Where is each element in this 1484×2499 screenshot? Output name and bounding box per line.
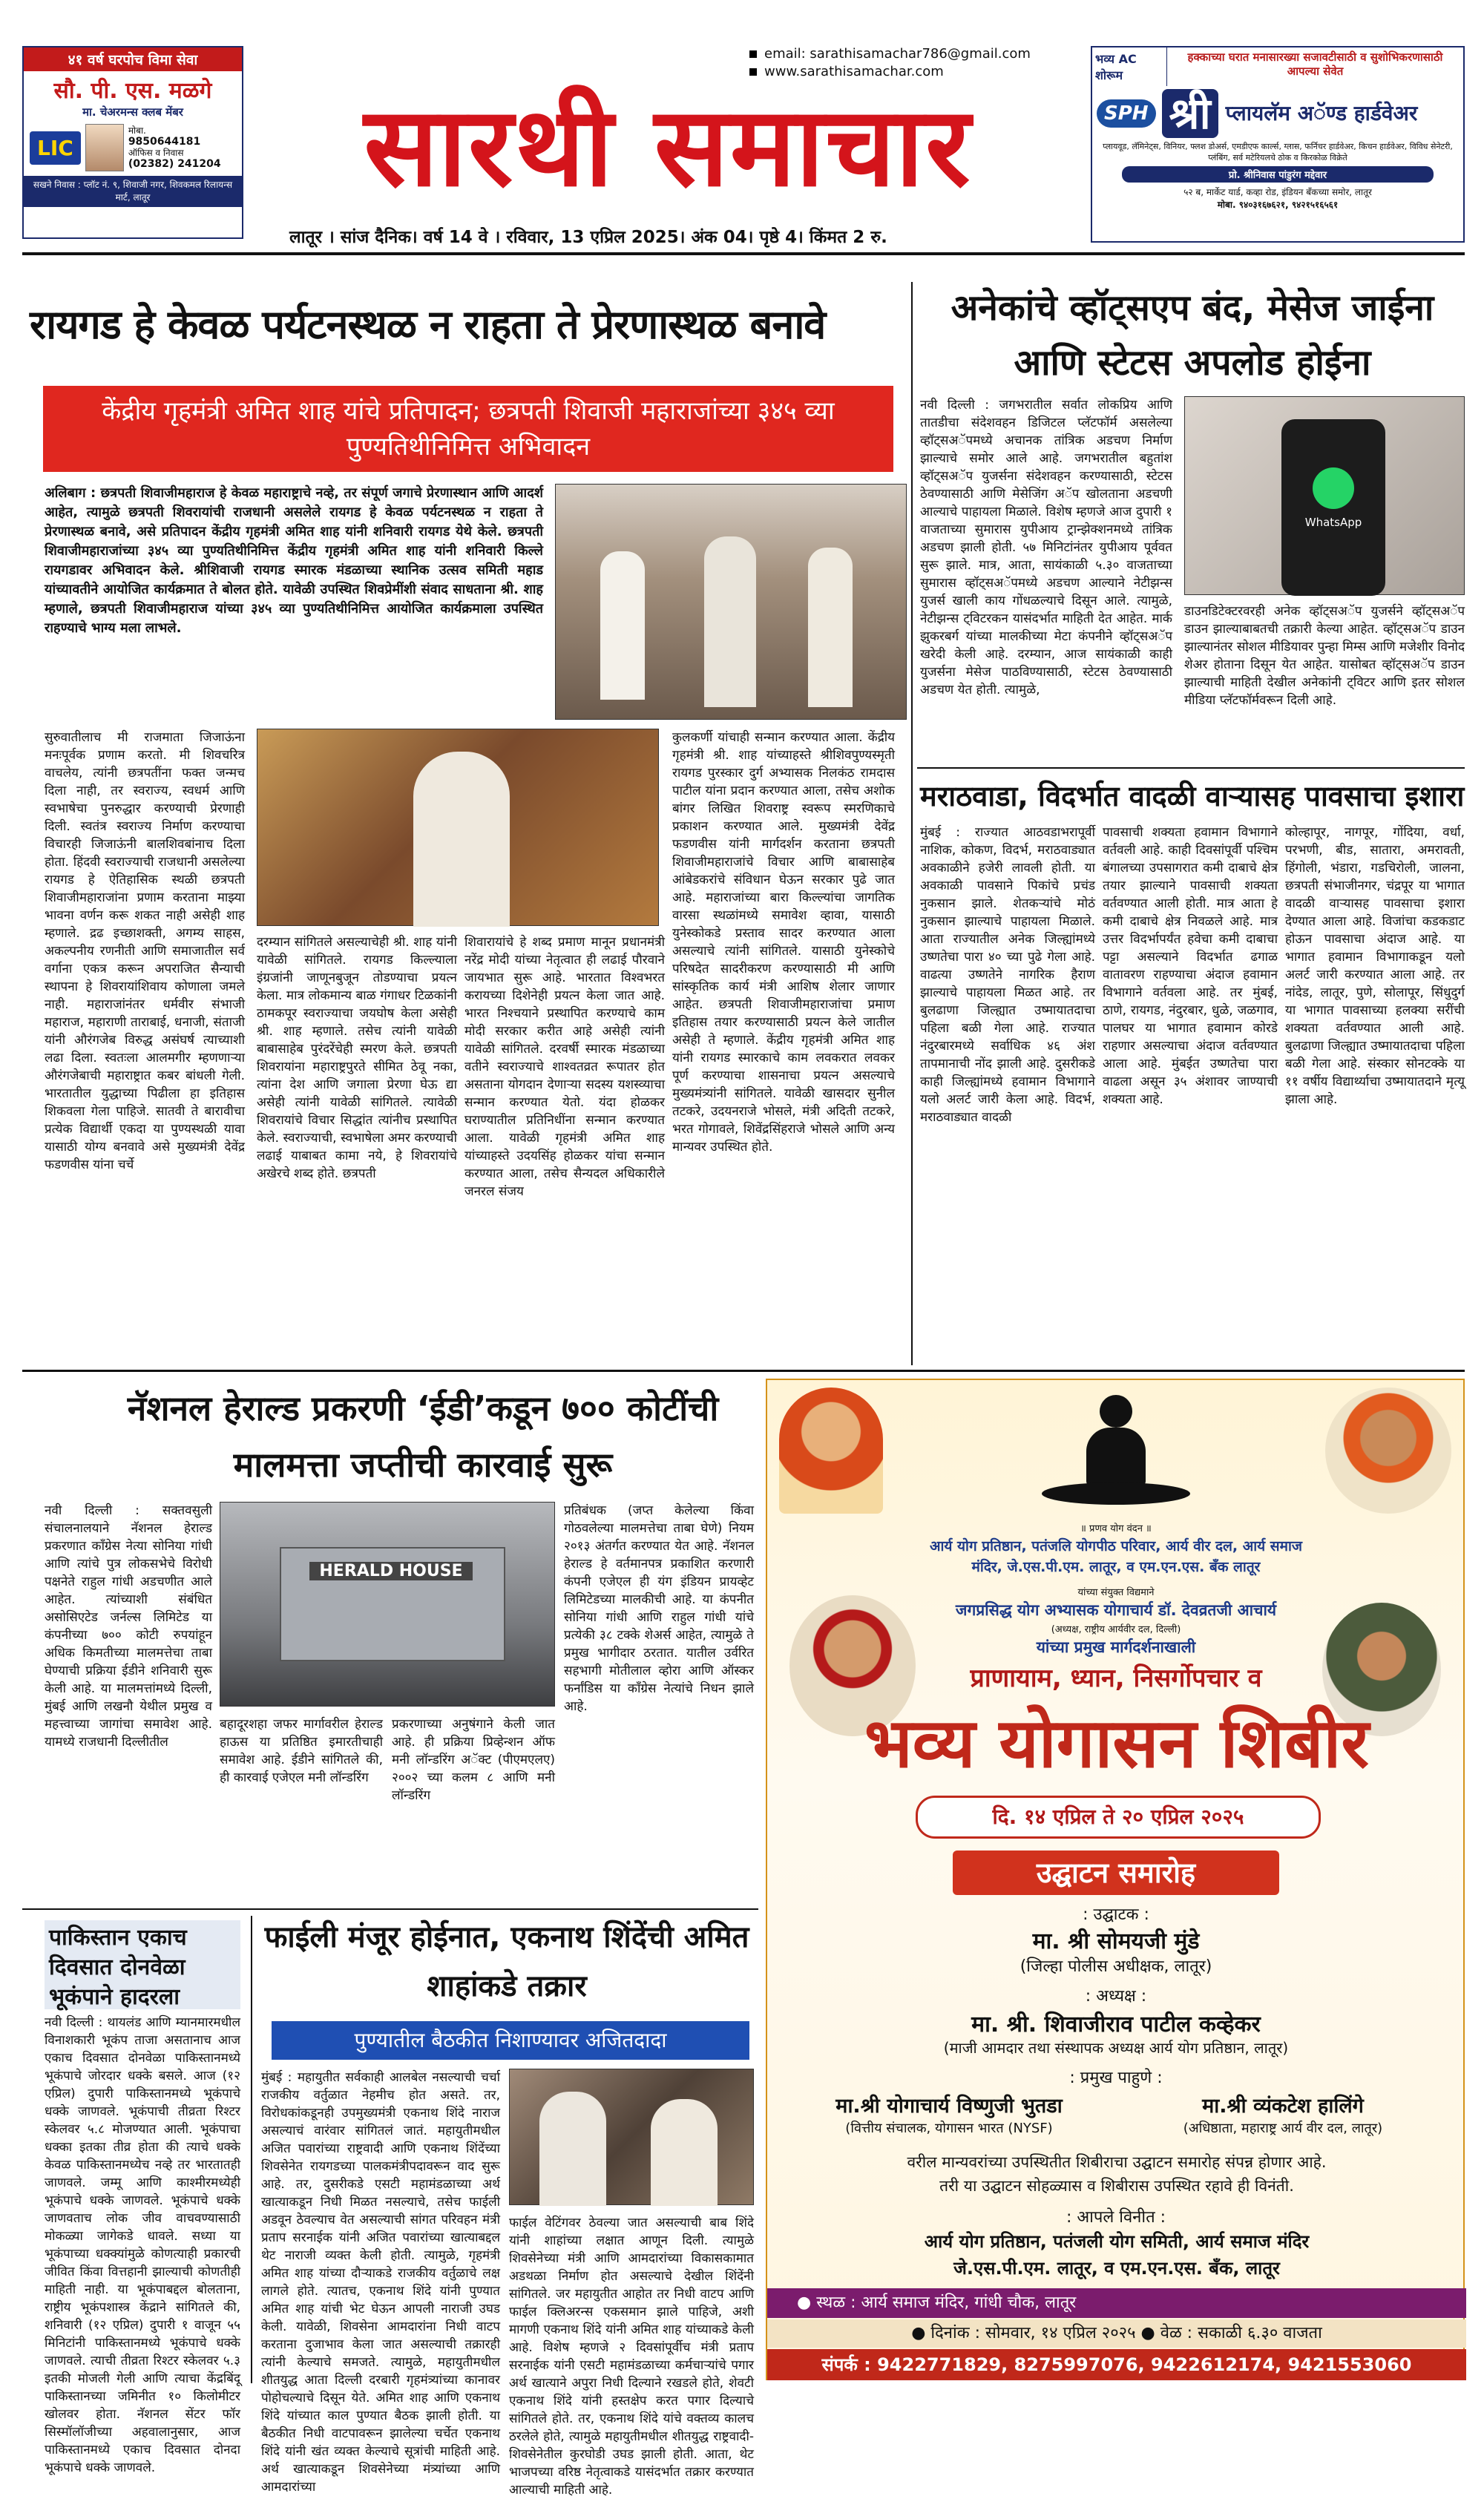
lead-col4: कुलकर्णी यांचाही सन्मान करण्यात आला. केंद्रीय गृहमंत्री श्री. शाह यांच्याहस्ते श्रीशिवपुण्यस्मृती रायगड पुरस्कार दुर्ग अभ्यासक निलकंठ रामदास पाटील यांना प्रदान करण्यात आला, तसेच अशोक बांगर लिखित शिवराष्ट्र स्वरूप स्मरणिकाचे प्रकाशन करण्यात आले. मुख्यमंत्री देवेंद्र फडणवीस यांनी मार्गदर्शन करताना छत्रपती शिवाजीमहाराजांचे विचार आणि बाबासाहेब आंबेडकरांचे संविधान घेऊन सरकार पुढे जात आहे. महाराजांच्या बारा किल्ल्यांचा जागतिक वारसा स्थळांमध्ये समावेश व्हावा, यासाठी युनेस्कोकडे प्रस्ताव सादर करण्यात आला असल्याचे त्यांनी सांगितले. यासाठी युनेस्कोचे परिषदेत सादरीकरण करण्यासाठी मी आणि सांस्कृतिक कार्य मंत्री आशिष शेलार जाणार आहेत. छत्रपती शिवाजीमहाराजांचा प्रमाण इतिहास तयार करण्यासाठी प्रयत्न केले जातील असेही ते म्हणाले. केंद्रीय गृहमंत्री अमित शाह यांनी रायगड स्मारकाचे काम लवकरात लवकर पूर्ण करण्याचा शासनाचा प्रयत्न असल्याचे मुख्यमंत्र्यांनी सांगितले. यावेळी खासदार सुनील तटकरे, उदयनराजे भोसले, मंत्री अदिती तटकरे, भरत गोगावले, शिवेंद्रसिंहराजे भोसले आणि अन्य मान्यवर उपस्थित होते. [672,730,895,1155]
yoga-guest1-role: (वित्तीय संचालक, योगासन भारत (NYSF) [845,2121,1053,2136]
shinde-photo [509,2069,754,2205]
rain-col1: मुंबई : राज्यात आठवडाभरापूर्वी नाशिक, कोकण, विदर्भ, मराठवाड्यात अवकाळीने हजेरी लावली होती. या अवकाळी पावसाने पिकांचे प्रचंड नुकसान झाले. शेतकऱ्यांचे मोठं नुकसान झाल्याचे पाहायला मिळाले. आता राज्यातील अनेक जिल्ह्यांमध्ये उष्णतेचा पारा ४० च्या पुढे गेला आहे. वाढत्या उष्णतेने नागरिक हैराण झाल्याचे पाहायला मिळत आहे. तर बुलढाणा जिल्ह्यात उष्मायातदाचा पहिला बळी गेला आहे. राज्यात नंदुरबारमध्ये सर्वाधिक ४६ अंश तापमानाची नोंद झाली आहे. दुसरीकडे काही जिल्ह्यांमध्ये हवामान विभागाने यलो अलर्ट जारी केला आहे. विदर्भ, मराठवाड्यात वादळी [920,825,1095,1125]
shinde-headline: फाईली मंजूर होईनात, एकनाथ शिंदेंची अमित शाहांकडे तक्रार [264,1920,749,2003]
left-ad-banner: ४१ वर्ष घरपोच विमा सेवा [24,47,242,71]
yoga-venue: ● स्थळ : आर्य समाज मंदिर, गांधी चौक, लातूर [767,2288,1466,2318]
phone-label: मोबा. [128,125,146,136]
vertical-divider-bottom [251,1916,252,2383]
yoga-inaug-role: (जिल्हा पोलीस अधीक्षक, लातूर) [1020,1957,1212,1976]
divider-whatsapp [917,767,1465,769]
yoga-pres-role: (माजी आमदार तथा संस्थापक अध्यक्ष आर्य योग प्रतिष्ठान, लातूर) [943,2039,1289,2057]
right-ad-tag: भव्य AC शोरूम [1092,47,1167,86]
yoga-humble2: जे.एस.पी.एम. लातूर, व एम.एन.एस. बँक, लातूर [953,2258,1280,2279]
divider-herald [22,1908,758,1910]
yoga-humble-label: : आपले विनीत : [1066,2208,1166,2227]
lead-photo-amit-shah [257,729,659,926]
shree-mark: श्री [1162,89,1218,138]
whatsapp-photo [1184,396,1465,595]
herald-col1: नवी दिल्ली : सक्तवसुली संचालनालयाने नॅशनल हेराल्ड प्रकरणात काँग्रेस नेत्या सोनिया गांधी आणि त्यांचे पुत्र लोकसभेचे विरोधी पक्षनेते राहुल गांधी अडचणीत आले आहेत. त्यांच्याशी संबंधित असोसिएटेड जर्नल्स लिमिटेड या कंपनीच्या ७०० कोटी रुपयांहून अधिक किमतीच्या मालमत्तेचा ताबा घेण्याची प्रक्रिया ईडीने शनिवारी सुरू केली आहे. या मालमत्तांमध्ये दिल्ली, मुंबई आणि लखनौ येथील प्रमुख व महत्त्वाच्या जागांचा समावेश आहे. यामध्ये राजधानी दिल्लीतील [45,1503,212,1750]
right-ad-name: प्लायलॅम अॅण्ड हार्डवेअर [1225,101,1418,125]
agent-photo [85,124,124,171]
yoga-invite2: तरी या उद्घाटन सोहळ्यास व शिबीरास उपस्थित रहावे ही विनंती. [939,2177,1294,2195]
yoga-guide-role: (अध्यक्ष, राष्ट्रीय आर्यवीर दल, दिल्ली) [1051,1624,1181,1635]
herald-headline: नॅशनल हेराल्ड प्रकरणी ‘ईडी’कडून ७०० कोटींची मालमत्ता जप्तीची कारवाई सुरू [127,1388,719,1485]
right-ad-products: प्लायवूड, लॅमिनेट्स, विनियर, फ्लश डोअर्स, एमडीएफ कार्ल्स, ग्लास, फर्निचर हार्डवेअर, किचन हार्डवेअर, विविध सेनेटरी, प्लंबिंग, सर्व मटेरियलचे ठोक व किरकोळ विक्रेते [1103,142,1453,162]
right-ad-proprietor: प्रो. श्रीनिवास पांडुरंग मद्देवार [1122,166,1434,183]
lead-intro: अलिबाग : छत्रपती शिवाजीमहाराज हे केवळ महाराष्ट्राचे नव्हे, तर संपूर्ण जगाचे प्रेरणास्थान आणि आदर्श आहेत, त्यामुळे छत्रपती शिवरायांची राजधानी असलेले रायगड हे केवळ पर्यटनस्थळ न राहता ते प्रेरणास्थळ बनावे, असे प्रतिपादन केंद्रीय गृहमंत्री अमित शाह यांनी शनिवारी रायगड येथे केले. छत्रपती शिवाजीमहाराजांच्या ३४५ व्या पुण्यतिथीनिमित्त केंद्रीय गृहमंत्री अमित शाह यांनी शनिवारी किल्ले रायगडावर अभिवादन केले. श्रीशिवाजी रायगड स्मारक मंडळाच्या स्थानिक उत्सव समिती महाड यांच्यावतीने आयोजित कार्यक्रमात ते बोलत होते. यावेळी उपस्थित शिवप्रेमींशी संवाद साधताना श्री. शाह म्हणाले, छत्रपती शिवाजीमहाराज यांच्या ३४५ व्या पुण्यतिथीनिमित्त आयोजित कार्यक्रमाला उपस्थित राहण्याचे भाग्य मला लाभले. [45,485,543,636]
rain-col2: पावसाची शक्यता हवामान विभागाने वर्तवली आहे. काही दिवसांपूर्वी पश्चिम बंगालच्या उपसागरात कमी दाबाचे क्षेत्र तयार झाल्याने पावसाची शक्यता वर्तवण्यात आली होती. मात्र आता हे कमी दाबाचे क्षेत्र निवळले आहे. मात्र उत्तर विदर्भापर्यंत हवेचा कमी दाबाचा पट्टा असल्याने विदर्भात ढगाळ वातावरण राहण्याचा अंदाज हवामान विभागाने वर्तवला आहे. तर मुंबई, ठाणे, रायगड, नंदुरबार, धुळे, जळगाव, पालघर या भागात हवामान कोरडे राहणार असल्याचा अंदाज वर्तवण्यात आला आहे. मुंबईत उष्णतेचा पारा वाढला असून ३५ अंशावर जाण्याची शक्यता आहे. [1103,825,1278,1107]
office-label: ऑफिस व निवास [128,148,184,158]
right-ad-address: ५२ ब, मार्केट यार्ड, कव्हा रोड, इंडियन बँकच्या समोर, लातूर [1183,187,1372,197]
email-text: email: sarathisamachar786@gmail.com [764,46,1031,62]
masthead-title: सारथी समाचार [364,83,972,211]
lead-headline: रायगड हे केवळ पर्यटनस्थळ न राहता ते प्रेरणास्थळ बनावे [30,301,826,348]
section-divider [22,1370,1465,1372]
photo-vivekananda [779,1388,883,1514]
yoga-pres-label: : अध्यक्ष : [1085,1987,1147,2006]
masthead-email [749,46,1076,62]
right-ad [1091,46,1465,243]
rain-col3: कोल्हापूर, नागपूर, गोंदिया, वर्धा, परभणी, बीड, सातारा, अमरावती, हिंगोली, भंडारा, गडचिरोली, जालना, छत्रपती संभाजीनगर, चंद्रपूर या भागात वादळी वाऱ्यासह पावसाचा इशारा देण्यात आला आहे. विजांचा कडकडाट होऊन पावसाचा अंदाज आहे. या भागात हवामान विभागाकडून यलो अलर्ट जारी करण्यात आला आहे. तर नांदेड, लातूर, पुणे, सोलापूर, सिंधुदुर्ग या भागात पावसाच्या हलक्या सरींची शक्यता वर्तवण्यात आली आहे. बुलढाणा जिल्ह्यात उष्मायातदाचा पहिला बळी गेला आहे. संस्कार सोनटक्के या ११ वर्षीय विद्यार्थ्याचा उष्मायातदाने मृत्यू झाला आहे. [1285,825,1465,1107]
yoga-guide-name: जगप्रसिद्ध योग अभ्यासक योगाचार्य डॉ. देवव्रतजी आचार्य [955,1601,1277,1619]
right-ad-phone: मोबा. ९४०३१६७६२१, ९४२१५१६५६१ [1217,200,1339,210]
lead-subhead: केंद्रीय गृहमंत्री अमित शाह यांचे प्रतिपादन; छत्रपती शिवाजी महाराजांच्या ३४५ व्या पुण्यतिथीनिमित्त अभिवादन [43,386,893,472]
vertical-divider-top [911,282,913,1365]
website-text: www.sarathisamachar.com [764,64,944,79]
lead-col3: शिवारायांचे हे शब्द प्रमाण मानून प्रधानमंत्री नरेंद्र मोदी यांच्या नेतृत्वात ही लढाई पौरवाने जायभात सुरू आहे. भारतात विश्वभरत करायच्या दिशेनेही प्रयत्न केला जात आहे. भारत निश्चयाने प्रस्थापित करण्याचे काम मोदी सरकार करीत आहे असेही त्यांनी यावेळी सांगितले. दरवर्षी स्मारक मंडळाच्या वतीने स्वराज्याचे शाश्वतव्रत रूपातर होत असताना योगदान देणाऱ्या सदस्य यशस्व्याचा सन्मान करण्यात येतो. यंदा होळकर घराण्यातील प्रतिनिधींना सन्मान करण्यात आला. यावेळी गृहमंत्री अमित शाह यांच्याहस्ते उदयसिंह होळकर यांचा सन्मान करण्यात आला, तसेच सैन्यदल अधिकारीले जनरल संजय [464,935,665,1199]
whatsapp-photo-label: WhatsApp [1304,516,1362,529]
lic-logo: LIC [30,131,81,165]
yoga-contact: संपर्क : 9422771829, 8275997076, 9422612174, 9421553060 [767,2349,1466,2380]
whatsapp-body-a: नवी दिल्ली : जगभरातील सर्वात लोकप्रिय आणि तातडीचा संदेशवहन डिजिटल प्लॅटफॉर्म असलेल्या व्हॉट्सअॅपमध्ये अचानक तांत्रिक अडचण निर्माण झाल्याचे समोर आले आहे. जगभरातील बहुतांश व्हॉट्सअॅप युजर्सना संदेशवहन करण्यासाठी, स्टेटस ठेवण्यासाठी आणि मेसेजिंग अॅप खोलताना अडचणी आल्याचे पाहायला मिळाले. विशेष म्हणजे आज दुपारी १ वाजताच्या सुमारास युपीआय ट्रान्झेक्शनमध्ये तांत्रिक अडचण झाली होती. ५७ मिनिटांनंतर युपीआय पूर्ववत सुरू झाले. मात्र, आता, सायंकाळी ५.३० वाजताच्या सुमारास व्हॉट्सअॅपमध्ये अडचण आल्याने नेटीझन्स युजर्स खाली काय गोंधळल्याचे दिसून आले. त्यामुळे, नेटीझन्स ट्विटरकन यासंदर्भात माहिती देत आहेत. मार्क झुकरबर्ग यांच्या मालकीच्या मेटा कंपनीने व्हॉट्सअॅप खरेदी केली आहे. दरम्यान, आज सायंकाळी काही युजर्सना मेसेज पाठविण्यासाठी, स्टेटस ठेवण्यासाठी अडचण येत होती. त्यामुळे, [920,398,1172,697]
sph-logo: SPH [1097,99,1156,128]
herald-col4: प्रतिबंधक (जप्त केलेल्या किंवा गोठवलेल्या मालमत्तेचा ताबा घेणे) नियम २०१३ अंतर्गत करण्यात येत आहे. नॅशनल हेराल्ड हे वर्तमानपत्र प्रकाशित करणारी कंपनी एजेएल ही यंग इंडियन प्रायव्हेट लिमिटेडच्या मालकीची आहे. या कंपनीत सोनिया गांधी आणि राहुल गांधी यांचे प्रत्येकी ३८ टक्के शेअर्स आहेत, त्यामुळे ते प्रमुख भागीदार ठरतात. यातील उर्वरित सहभागी मोतीलाल व्होरा आणि ऑस्कर फर्नांडिस या काँग्रेस नेत्यांचे निधन झाले आहे. [564,1503,754,1714]
quake-headline: पाकिस्तान एकाच दिवसात दोनवेळा भूकंपाने हादरला [49,1925,187,2010]
herald-col3: प्रकरणाच्या अनुषंगाने केली जात आहे. ही प्रक्रिया प्रिव्हेन्शन ऑफ मनी लॉन्डरिंग अॅक्ट (पीएमएलए) २००२ च्या कलम ८ आणि मनी लॉन्डरिंग [392,1717,555,1803]
lead-col2: दरम्यान सांगितले असल्याचेही श्री. शाह यांनी यावेळी सांगितले. रायगड किल्ल्याला इंग्रजांनी जाणूनबुजून तोडण्याचा प्रयत्न केला. मात्र लोकमान्य बाळ गंगाधर टिळकांनी ठामकपूर स्वराज्याचा जयघोष केला असेही श्री. शाह म्हणाले. तसेच त्यांनी यावेळी बाबासाहेब पुरंदरेंचेही स्मरण केले. छत्रपती शिवरायांना महाराष्ट्रपुरते सीमित ठेवू नका, त्यांना देश आणि जगाला प्रेरणा घेऊ द्या असेही त्यांनी यावेळी सांगितले. त्यावेळी शिवरायांचे विचार सिद्धांत त्यांनीच प्रस्थापित केले. स्वराज्याची, स्वभाषेला अमर करण्याची लढाई याबाबत कामा नये, हे शिवरायांचे अखेरचे शब्द होते. छत्रपती [257,935,457,1181]
shinde-col2: फाईल वेटिंगवर ठेवल्या जात असल्याची बाब शिंदे यांनी शाहांच्या लक्षात आणून दिली. त्यामुळे शिवसेनेच्या मंत्री आणि आमदारांच्या विकासकामात अडथळा निर्माण होत असल्याचे देखील शिंदेंनी सांगितले. जर महायुतीत आहोत तर निधी वाटप आणि फाईल क्लिअरन्स एकसमान झाले पाहिजे, अशी मागणी एकनाथ शिंदे यांनी अमित शाह यांच्याकडे केली आहे. विशेष म्हणजे २ दिवसांपूर्वीच मंत्री प्रताप सरनाईक यांनी एसटी महामंडळाच्या कर्मचाऱ्यांचे पगार अर्थ खात्याने अपुरा निधी दिल्याने रखडले होते, शेवटी एकनाथ शिंदे यांनी हस्तक्षेप करत पगार दिल्याचे सांगितले होते. तर, एकनाथ शिंदे यांचे वक्तव्य कालच ठरलेले होते, त्यामुळे महायुतीमधील शीतयुद्ध राष्ट्रवादी-शिवसेनेतील कुरघोडी उघड झाली होती. आता, थेट भाजपच्या वरिष्ठ नेतृत्वाकडे यासंदर्भात तक्रार करण्यात आल्याची माहिती आहे. [509,2216,754,2498]
lead-photo-top [555,484,907,720]
shinde-subhead: पुण्यातील बैठकीत निशाण्यावर अजितदादा [272,2021,749,2060]
lead-col1: सुरुवातीलाच मी राजमाता जिजाऊंना मनःपूर्वक प्रणाम करतो. मी शिवचरित्र वाचलेय, त्यांनी छत्रपतींना फक्त जन्मच दिला नाही, तर स्वराज्य, स्वधर्म आणि स्वभाषेचा पुनरुद्धार करण्याची प्रेरणाही दिली. स्वतंत्र स्वराज्य निर्माण करण्याचा विचारही जिजाऊंनी बालशिवबांनाच दिला होता. हिंदवी स्वराज्याची राजधानी असलेल्या रायगड हे ऐतिहासिक स्थळी छत्रपती शिवाजीमहाराजांना प्रणाम करताना माझ्या भावना वर्णन करू शकत नाही असेही शाह म्हणाले. द्रढ इच्छाशक्ती, अगम्य साहस, अकल्पनीय रणनीती आणि समाजातील सर्व वर्गाना एकत्र करून अपराजित सैन्याची स्थापना हे शिवरायांशिवाय कोणाला जमले नाही. महाराजांनंतर धर्मवीर संभाजी महाराज, महाराणी ताराबाई, धनाजी, संताजी यांनी औरंगजेब विरुद्ध असंघर्ष त्याच्याशी लढा दिला. स्वतःला आलमगीर म्हणणाऱ्या औरंगजेबाची महाराष्ट्रात कबर बांधली गेली. भारतातील युद्धाच्या पिढीला हा इतिहास शिकवला गेला पाहिजे. सातवी ते बारावीचा प्रत्येक विद्यार्थी एकदा या पुण्यस्थळी यावा यासाठी योग्य बनवावे असे मुख्यमंत्री देवेंद्र फडणवीस यांना चर्चे [45,730,245,1172]
right-ad-tagline: हक्काच्या घरात मनासारख्या सजावटीसाठी व सुशोभिकरणासाठी आपल्या सेवेत [1187,50,1443,78]
yoga-dates: दि. १४ एप्रिल ते २० एप्रिल २०२५ [916,1796,1321,1839]
herald-sign: HERALD HOUSE [309,1562,473,1580]
yoga-guide-suffix: यांच्या प्रमुख मार्गदर्शनाखाली [1036,1638,1196,1656]
agent-phone: 9850644181 [128,136,201,148]
whatsapp-body-b: डाउनडिटेक्टरवरही अनेक व्हॉट्सअॅप युजर्सने व्हॉट्सअॅप डाउन झाल्याबाबतची तक्रारी केल्या आहेत. व्हॉट्सअॅप डाउन झाल्यानंतर सोशल मीडियावर पुन्हा मिम्स आणि मजेशीर विनोद शेअर होताना दिसून येत आहेत. यासोबत व्हॉट्सअॅप डाउन झाल्याची माहिती देखील अनेकांनी ट्विटर आणि इतर सोशल मीडिया प्लॅटफॉर्मवरून दिली आहे. [1184,604,1465,708]
left-ad [22,46,243,239]
yoga-guests-label: : प्रमुख पाहुणे : [1069,2069,1163,2087]
office-phone: (02382) 241204 [128,158,221,170]
herald-col2: बहादूरशहा जफर मार्गावरील हेराल्ड हाऊस या प्रतिष्ठित इमारतीचाही समावेश आहे. ईडीने सांगितले की, ही कारवाई एजेएल मनी लॉन्डरिंग [220,1717,383,1785]
yoga-topics: प्राणायाम, ध्यान, निसर्गोपचार व [970,1664,1262,1693]
whatsapp-headline: अनेकांचे व्हॉट्सएप बंद, मेसेज जाईना आणि स्टेटस अपलोड होईना [951,287,1434,384]
left-ad-subtitle: मा. चेअरमन्स क्लब मेंबर [82,105,183,119]
yoga-guest2-role: (अधिष्ठाता, महाराष्ट्र आर्य वीर दल, लातूर) [1183,2121,1383,2136]
yoga-ad [766,1379,1465,2380]
yoga-silhouette-icon [1020,1395,1212,1521]
yoga-invite1: वरील मान्यवरांच्या उपस्थितीत शिबीराचा उद्घाटन समारोह संपन्न होणार आहे. [907,2153,1327,2171]
yoga-title: भव्य योगासन शिबीर [864,1704,1369,1783]
masthead-divider [22,252,1465,255]
issue-line: लातूर । सांज दैनिक। वर्ष 14 वे । रविवार, 13 एप्रिल 2025। अंक 04। पृष्ठे 4। किंमत 2 रु. [289,228,887,247]
masthead-website [749,64,1076,79]
yoga-organizers: आर्य योग प्रतिष्ठान, पतंजलि योगपीठ परिवार, आर्य वीर दल, आर्य समाज मंदिर, जे.एस.पी.एम. लातूर, व एम.एन.एस. बँक लातूर [929,1538,1303,1575]
yoga-humble1: आर्य योग प्रतिष्ठान, पतंजली योग समिती, आर्य समाज मंदिर [924,2231,1310,2252]
rain-headline: मराठवाडा, विदर्भात वादळी वाऱ्यासह पावसाचा इशारा [920,780,1465,812]
yoga-pres-name: मा. श्री. शिवाजीराव पाटील कव्हेकर [971,2012,1261,2037]
shinde-col1: मुंबई : महायुतीत सर्वकाही आलबेल नसल्याची चर्चा राजकीय वर्तुळात नेहमीच होत असते. तर, विरोधकांकडूनही उपमुख्यमंत्री एकनाथ शिंदे नाराज असल्याचं वारंवार सांगितलं जातं. महायुतीमधील अजित पवारांच्या राष्ट्रवादी आणि एकनाथ शिंदेंच्या शिवसेनेत रायगडच्या पालकमंत्रीपदावरून वाद सुरू आहे. तर, दुसरीकडे एसटी महामंडळाच्या अर्थ खात्याकडून निधी मिळत नसल्याचे, तसेच फाईली अडवून ठेवल्याच वेत असल्याची सांगत परिवहन मंत्री प्रताप सरनाईक यांनी अजित पवारांच्या खात्याबद्दल थेट नाराजी व्यक्त केली होती. त्यामुळे, गृहमंत्री अमित शाह यांच्या दौऱ्याकडे राजकीय वर्तुळाचे लक्ष लागले होते. त्यातच, एकनाथ शिंदे यांनी पुण्यात अमित शाह यांची भेट घेऊन आपली नाराजी उघड केली. यावेळी, शिवसेना आमदारांना निधी वाटप करताना दुजाभाव केला जात असल्याची तक्रारही त्यांनी केल्याचे समजते. त्यामुळे, महायुतीमधील शीतयुद्ध आता दिल्ली दरबारी गृहमंत्र्यांच्या कानावर पोहोचल्याचे दिसून येते. अमित शाह आणि एकनाथ शिंदे यांच्यात काल पुण्यात बैठक झाली होती. या बैठकीत निधी वाटपावरून झालेल्या चर्चेत एकनाथ शिंदे यांनी खंत व्यक्त केल्याचे सूत्रांची माहिती आहे. अर्थ खात्याकडून शिवसेनेच्या मंत्र्यांच्या आणि आमदारांच्या [261,2070,500,2495]
quake-body: नवी दिल्ली : थायलंड आणि म्यानमारमधील विनाशकारी भूकंप ताजा असतानाच आज एकाच दिवसात दोनवेळा पाकिस्तानमध्ये भूकंपाचे जोरदार धक्के बसले. आज (१२ एप्रिल) दुपारी पाकिस्तानमध्ये भूकंपाचे धक्के जाणवले. भूकंपाची तीव्रता रिश्टर स्केलवर ५.८ मोजण्यात आली. भूकंपाचा धक्का इतका तीव्र होता की त्याचे धक्के केवळ पाकिस्तानमध्येच नव्हे तर भारतातही जाणवले. जम्मू आणि काश्मीरमध्येही भूकंपाचे धक्के जाणवले. भूकंपाचे धक्के जाणवताच लोक जीव वाचवण्यासाठी मोकळ्या जागेकडे धावले. सध्या या भूकंपाच्या धक्क्यांमुळे कोणत्याही प्रकारची जीवित किंवा वित्तहानी झाल्याची कोणतीही माहिती नाही. या भूकंपाबद्दल बोलताना, राष्ट्रीय भूकंपशास्त्र केंद्राने सांगितले की, शनिवारी (१२ एप्रिल) दुपारी १ वाजून ५५ मिनिटांनी पाकिस्तानमध्ये भूकंपाचे धक्के जाणवले. त्याची तीव्रता रिश्टर स्केलवर ५.३ इतकी मोजली गेली आणि त्याचा केंद्रबिंदू पाकिस्तानच्या जमिनीत १० किलोमीटर खोलवर होता. नॅशनल सेंटर फॉर सिस्मॉलॉजीच्या अहवालानुसार, आज पाकिस्तानमध्ये एकाच दिवसात दोनदा भूकंपाचे धक्के जाणवले. [45,2015,240,2475]
yoga-guest1-name: मा.श्री योगाचार्य विष्णुजी भुतडा [835,2095,1063,2118]
herald-photo [220,1502,555,1707]
yoga-guest2-name: मा.श्री व्यंकटेश हालिंगे [1202,2095,1364,2118]
yoga-inaug-title: उद्घाटन समारोह [953,1851,1279,1895]
yoga-small-top: ॥ प्रणव योग वंदन ॥ [1080,1523,1152,1534]
yoga-inaug-label: : उद्घाटक : [1083,1905,1149,1924]
yoga-date-time: ● दिनांक : सोमवार, १४ एप्रिल २०२५ ● वेळ : सकाळी ६.३० वाजता [767,2319,1466,2348]
yoga-guide-prefix: यांच्या संयुक्त विद्यमाने [1077,1587,1155,1598]
left-ad-address: सखने निवास : प्लॉट नं. ९, शिवाजी नगर, शिवकमल रिलायन्स मार्ट, लातूर [24,176,242,207]
yoga-inaug-name: मा. श्री सोमयजी मुंडे [1032,1928,1200,1954]
left-ad-name: सौ. पी. एस. मळगे [53,78,212,104]
photo-organizer [1325,1388,1451,1514]
